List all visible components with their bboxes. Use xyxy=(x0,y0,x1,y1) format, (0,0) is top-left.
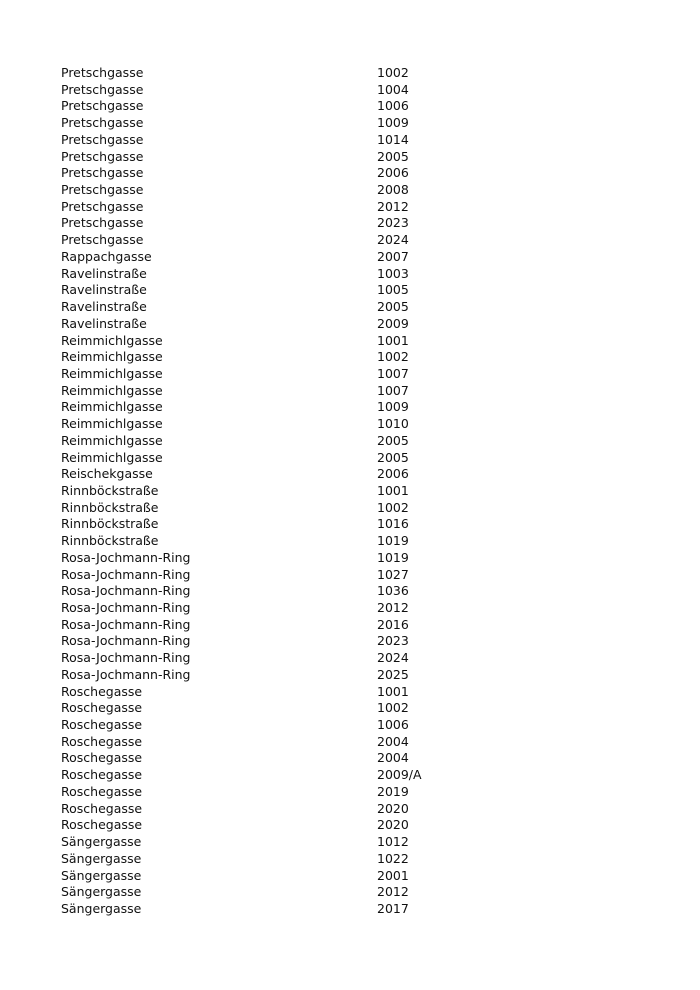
street-name: Rinnböckstraße xyxy=(61,499,159,515)
street-name: Rosa-Jochmann-Ring xyxy=(61,650,191,666)
list-row xyxy=(61,282,621,299)
list-row xyxy=(61,817,621,834)
list-row xyxy=(61,868,621,885)
list-row xyxy=(61,115,621,132)
list-row xyxy=(61,132,621,149)
house-number: 1005 xyxy=(377,282,409,298)
list-row xyxy=(61,583,621,600)
house-number: 1009 xyxy=(377,399,409,415)
street-name: Pretschgasse xyxy=(61,131,144,147)
street-name: Reimmichlgasse xyxy=(61,382,163,398)
house-number: 2012 xyxy=(377,198,409,214)
list-row xyxy=(61,633,621,650)
list-row xyxy=(61,215,621,232)
list-row xyxy=(61,416,621,433)
list-row xyxy=(61,500,621,517)
house-number: 2005 xyxy=(377,432,409,448)
house-number: 1036 xyxy=(377,583,409,599)
list-row xyxy=(61,884,621,901)
house-number: 2006 xyxy=(377,165,409,181)
list-row xyxy=(61,349,621,366)
list-row xyxy=(61,650,621,667)
list-row xyxy=(61,399,621,416)
house-number: 2023 xyxy=(377,633,409,649)
street-name: Rinnböckstraße xyxy=(61,516,159,532)
list-row xyxy=(61,700,621,717)
house-number: 2024 xyxy=(377,232,409,248)
house-number: 2012 xyxy=(377,600,409,615)
street-name: Roschegasse xyxy=(61,800,143,816)
street-name: Pretschgasse xyxy=(61,81,144,97)
street-name: Rosa-Jochmann-Ring xyxy=(61,583,191,599)
house-number: 1012 xyxy=(377,834,409,850)
house-number: 2005 xyxy=(377,148,409,164)
house-number: 1001 xyxy=(377,683,409,699)
list-row xyxy=(61,333,621,350)
house-number: 2009 xyxy=(377,315,409,331)
house-number: 1010 xyxy=(377,416,409,432)
house-number: 1001 xyxy=(377,332,409,348)
house-number: 1027 xyxy=(377,566,409,582)
list-row xyxy=(61,249,621,266)
list-row xyxy=(61,750,621,767)
street-name: Sängergasse xyxy=(61,850,142,866)
list-row xyxy=(61,550,621,567)
street-name: Roschegasse xyxy=(61,817,143,833)
street-name: Sängergasse xyxy=(61,867,142,883)
house-number: 1003 xyxy=(377,265,409,281)
street-name: Roschegasse xyxy=(61,767,143,783)
house-number: 2004 xyxy=(377,750,409,766)
house-number: 1002 xyxy=(377,700,409,716)
address-list xyxy=(61,65,621,918)
list-row xyxy=(61,232,621,249)
house-number: 2008 xyxy=(377,182,409,198)
street-name: Roschegasse xyxy=(61,683,143,699)
list-row xyxy=(61,734,621,751)
list-row xyxy=(61,784,621,801)
street-name: Pretschgasse xyxy=(61,198,144,214)
house-number: 1007 xyxy=(377,365,409,381)
house-number: 1019 xyxy=(377,533,409,549)
list-row xyxy=(61,182,621,199)
house-number: 1009 xyxy=(377,115,409,131)
list-row xyxy=(61,316,621,333)
house-number: 2024 xyxy=(377,650,409,666)
list-row xyxy=(61,717,621,734)
list-row xyxy=(61,82,621,99)
house-number: 1022 xyxy=(377,850,409,866)
street-name: Roschegasse xyxy=(61,783,143,799)
house-number: 1006 xyxy=(377,717,409,733)
street-name: Ravelinstraße xyxy=(61,282,147,298)
street-name: Reimmichlgasse xyxy=(61,416,163,432)
list-row xyxy=(61,516,621,533)
street-name: Pretschgasse xyxy=(61,232,144,248)
list-row xyxy=(61,199,621,216)
list-row xyxy=(61,600,621,617)
street-name: Pretschgasse xyxy=(61,115,144,131)
street-name: Rinnböckstraße xyxy=(61,533,159,549)
house-number: 2007 xyxy=(377,248,409,264)
house-number: 1001 xyxy=(377,482,409,498)
list-row xyxy=(61,450,621,467)
house-number: 2001 xyxy=(377,867,409,883)
street-name: Reimmichlgasse xyxy=(61,365,163,381)
street-name: Rappachgasse xyxy=(61,248,152,264)
house-number: 1002 xyxy=(377,65,409,80)
list-row xyxy=(61,667,621,684)
list-row xyxy=(61,366,621,383)
list-row xyxy=(61,383,621,400)
street-name: Roschegasse xyxy=(61,717,143,733)
list-row xyxy=(61,433,621,450)
list-row xyxy=(61,801,621,818)
list-row xyxy=(61,466,621,483)
house-number: 2019 xyxy=(377,783,409,799)
house-number: 1016 xyxy=(377,516,409,532)
street-name: Rinnböckstraße xyxy=(61,482,159,498)
house-number: 2005 xyxy=(377,299,409,315)
street-name: Reimmichlgasse xyxy=(61,399,163,415)
house-number: 1007 xyxy=(377,382,409,398)
house-number: 2020 xyxy=(377,800,409,816)
street-name: Rosa-Jochmann-Ring xyxy=(61,666,191,682)
house-number: 2025 xyxy=(377,666,409,682)
street-name: Roschegasse xyxy=(61,750,143,766)
street-name: Reimmichlgasse xyxy=(61,432,163,448)
house-number: 2012 xyxy=(377,884,409,900)
list-row xyxy=(61,299,621,316)
street-name: Rosa-Jochmann-Ring xyxy=(61,616,191,632)
list-row xyxy=(61,567,621,584)
list-row xyxy=(61,901,621,918)
street-name: Reimmichlgasse xyxy=(61,449,163,465)
street-name: Rosa-Jochmann-Ring xyxy=(61,633,191,649)
house-number: 1002 xyxy=(377,349,409,365)
street-name: Roschegasse xyxy=(61,733,143,749)
list-row xyxy=(61,533,621,550)
list-row xyxy=(61,851,621,868)
street-name: Ravelinstraße xyxy=(61,265,147,281)
street-name: Sängergasse xyxy=(61,834,142,850)
list-row xyxy=(61,149,621,166)
house-number: 1014 xyxy=(377,131,409,147)
street-name: Reimmichlgasse xyxy=(61,349,163,365)
house-number: 2020 xyxy=(377,817,409,833)
list-row xyxy=(61,834,621,851)
list-row xyxy=(61,98,621,115)
house-number: 2004 xyxy=(377,733,409,749)
street-name: Sängergasse xyxy=(61,884,142,900)
house-number: 2016 xyxy=(377,616,409,632)
street-name: Reischekgasse xyxy=(61,466,153,482)
house-number: 2023 xyxy=(377,215,409,231)
list-row xyxy=(61,684,621,701)
house-number: 1019 xyxy=(377,549,409,565)
house-number: 1002 xyxy=(377,499,409,515)
house-number: 2006 xyxy=(377,466,409,482)
street-name: Pretschgasse xyxy=(61,98,144,114)
house-number: 2005 xyxy=(377,449,409,465)
street-name: Ravelinstraße xyxy=(61,299,147,315)
street-name: Pretschgasse xyxy=(61,165,144,181)
house-number: 2017 xyxy=(377,900,409,916)
street-name: Pretschgasse xyxy=(61,215,144,231)
street-name: Ravelinstraße xyxy=(61,315,147,331)
street-name: Reimmichlgasse xyxy=(61,332,163,348)
street-name: Pretschgasse xyxy=(61,148,144,164)
house-number: 2009/A xyxy=(377,767,422,783)
street-name: Rosa-Jochmann-Ring xyxy=(61,566,191,582)
house-number: 1004 xyxy=(377,81,409,97)
list-row xyxy=(61,266,621,283)
street-name: Pretschgasse xyxy=(61,182,144,198)
list-row xyxy=(61,767,621,784)
street-name: Roschegasse xyxy=(61,700,143,716)
street-name: Rosa-Jochmann-Ring xyxy=(61,549,191,565)
list-row xyxy=(61,617,621,634)
list-row xyxy=(61,65,621,82)
list-row xyxy=(61,483,621,500)
house-number: 1006 xyxy=(377,98,409,114)
street-name: Rosa-Jochmann-Ring xyxy=(61,600,191,615)
list-row xyxy=(61,165,621,182)
street-name: Sängergasse xyxy=(61,900,142,916)
street-name: Pretschgasse xyxy=(61,65,144,80)
